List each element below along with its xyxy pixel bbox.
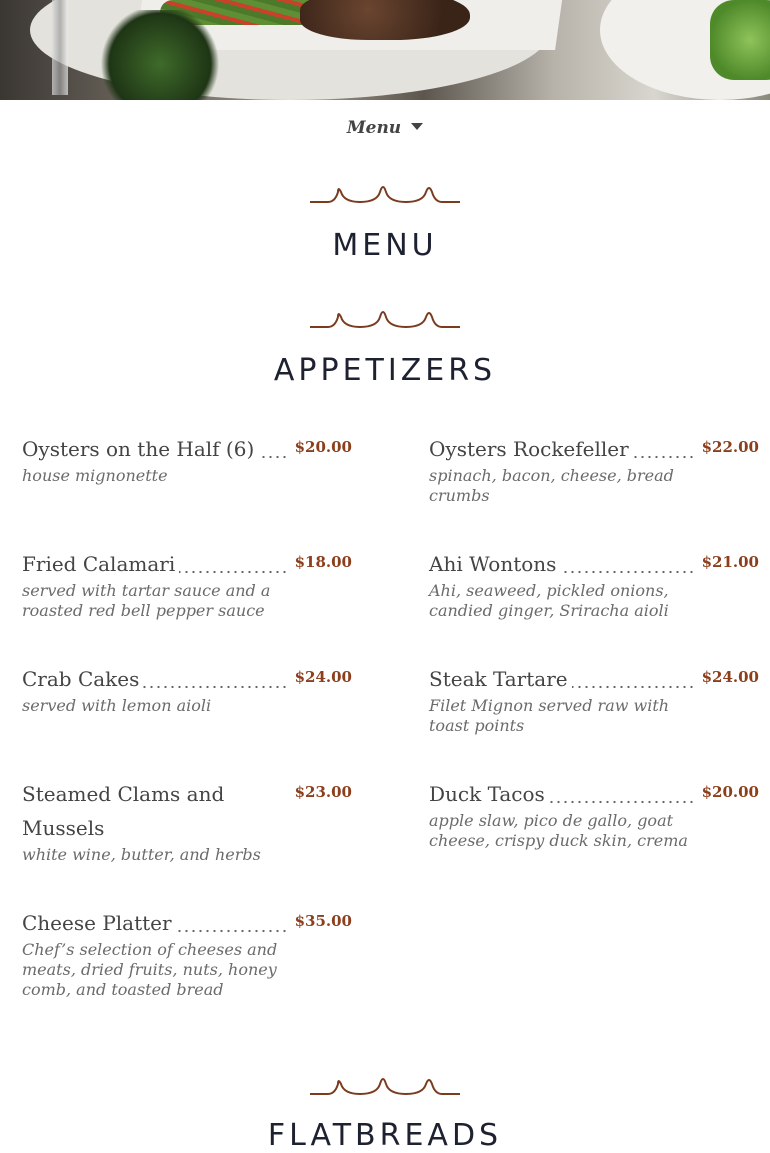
item-leader xyxy=(429,432,696,466)
menu-item xyxy=(22,432,352,486)
item-description: served with tartar sauce and a roasted red bell pepper sauce xyxy=(22,581,271,620)
item-leader xyxy=(22,547,289,581)
glass-image xyxy=(52,0,68,95)
item-name: Cheese Platter xyxy=(22,906,176,940)
item-leader xyxy=(429,662,696,696)
item-price: $24.00 xyxy=(294,668,352,686)
menu-item xyxy=(22,777,352,865)
menu-item xyxy=(429,547,759,621)
menu-item xyxy=(22,662,352,716)
chevron-down-icon xyxy=(411,123,423,130)
item-price: $23.00 xyxy=(294,783,352,801)
item-price: $21.00 xyxy=(701,553,759,571)
item-description: apple slaw, pico de gallo, goat cheese, crispy duck skin, crema xyxy=(429,811,688,850)
item-price: $35.00 xyxy=(294,912,352,930)
item-leader xyxy=(429,547,696,581)
steak-image xyxy=(300,0,470,40)
item-price: $20.00 xyxy=(294,438,352,456)
item-leader xyxy=(429,777,696,811)
item-leader xyxy=(22,432,289,466)
item-name: Duck Tacos xyxy=(429,777,549,811)
item-price: $18.00 xyxy=(294,553,352,571)
item-description: white wine, butter, and herbs xyxy=(22,845,261,864)
item-description: house mignonette xyxy=(22,466,168,485)
wave-divider-icon xyxy=(310,182,460,204)
wave-divider-icon xyxy=(310,1074,460,1096)
menu-dropdown-toggle[interactable] xyxy=(0,118,770,138)
item-name: Oysters on the Half (6) xyxy=(22,432,258,466)
menu-item xyxy=(22,906,352,1000)
menu-item xyxy=(22,547,352,621)
item-leader xyxy=(22,777,289,845)
menu-toggle-label: Menu xyxy=(346,118,402,138)
menu-item xyxy=(429,432,759,506)
item-name: Oysters Rockefeller xyxy=(429,432,633,466)
item-leader xyxy=(22,906,289,940)
item-description: Ahi, seaweed, pickled onions, candied ginger, Sriracha aioli xyxy=(429,581,669,620)
item-price: $20.00 xyxy=(701,783,759,801)
wave-divider-icon xyxy=(310,307,460,329)
section-heading-appetizers: APPETIZERS xyxy=(273,353,497,388)
item-price: $24.00 xyxy=(701,668,759,686)
side-vegetables-image xyxy=(710,0,770,80)
item-description: Chef’s selection of cheeses and meats, dried fruits, nuts, honey comb, and toasted bread xyxy=(22,940,278,999)
item-name: Crab Cakes xyxy=(22,662,143,696)
item-name: Steak Tartare xyxy=(429,662,572,696)
herb-garnish-image xyxy=(95,10,225,100)
item-name: Ahi Wontons xyxy=(429,547,560,581)
menu-item xyxy=(429,777,759,851)
item-description: Filet Mignon served raw with toast points xyxy=(429,696,670,735)
menu-item xyxy=(429,662,759,736)
item-name: Fried Calamari xyxy=(22,547,179,581)
hero-image xyxy=(0,0,770,100)
section-heading-flatbreads: FLATBREADS xyxy=(267,1118,503,1153)
item-description: spinach, bacon, cheese, bread crumbs xyxy=(429,466,674,505)
item-price: $22.00 xyxy=(701,438,759,456)
page-title: MENU xyxy=(332,228,438,263)
item-leader xyxy=(22,662,289,696)
item-name: Steamed Clams and Mussels xyxy=(22,777,289,845)
item-description: served with lemon aioli xyxy=(22,696,212,715)
